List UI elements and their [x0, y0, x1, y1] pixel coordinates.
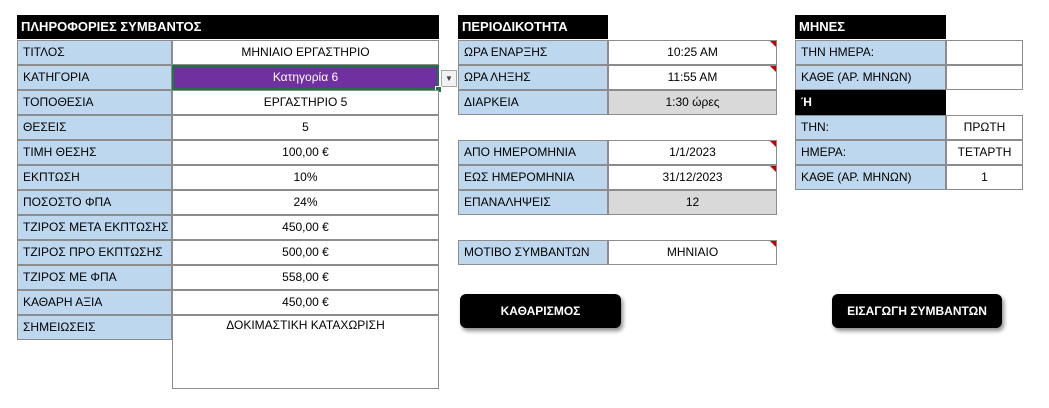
repetitions-cell: 12 [608, 190, 777, 215]
day-of-cell[interactable] [946, 40, 1023, 65]
net-value-label: ΚΑΘΑΡΗ ΑΞΙΑ [17, 290, 172, 315]
start-time-cell[interactable] [608, 40, 777, 65]
event-pattern-value: ΜΗΝΙΑΙΟ [666, 245, 719, 259]
from-date-value: 1/1/2023 [669, 145, 716, 159]
seats-label: ΘΕΣΕΙΣ [17, 115, 172, 140]
notes-cell[interactable]: ΔΟΚΙΜΑΣΤΙΚΗ ΚΑΤΑΧΩΡΙΣΗ [172, 315, 439, 389]
turnover-after-discount-label: ΤΖΙΡΟΣ ΜΕΤΑ ΕΚΠΤΩΣΗΣ [17, 215, 172, 240]
comment-indicator-icon [770, 241, 776, 247]
every-months-cell-2[interactable]: 1 [946, 165, 1023, 190]
category-cell-selected[interactable]: Κατηγορία 6 [172, 65, 439, 90]
every-months-label-2: ΚΑΘΕ (ΑΡ. ΜΗΝΩΝ) [795, 165, 946, 190]
duration-label: ΔΙΑΡΚΕΙΑ [458, 90, 608, 115]
to-date-cell[interactable] [608, 165, 777, 190]
seats-cell[interactable]: 5 [172, 115, 439, 140]
weekday-label: ΗΜΕΡΑ: [795, 140, 946, 165]
to-date-value: 31/12/2023 [662, 170, 723, 184]
vat-rate-cell[interactable]: 24% [172, 190, 439, 215]
comment-indicator-icon [770, 66, 776, 72]
from-date-cell[interactable] [608, 140, 777, 165]
comment-indicator-icon [770, 166, 776, 172]
start-time-label: ΩΡΑ ΕΝΑΡΞΗΣ [458, 40, 608, 65]
event-info-header: ΠΛΗΡΟΦΟΡΙΕΣ ΣΥΜΒΑΝΤΟΣ [17, 15, 439, 39]
end-time-value: 11:55 AM [667, 70, 718, 84]
title-label: ΤΙΤΛΟΣ [17, 40, 172, 65]
repetitions-label: ΕΠΑΝΑΛΗΨΕΙΣ [458, 190, 608, 215]
seat-price-cell[interactable]: 100,00 € [172, 140, 439, 165]
category-label: ΚΑΤΗΓΟΡΙΑ [17, 65, 172, 90]
comment-indicator-icon [770, 41, 776, 47]
every-months-cell-1[interactable] [946, 65, 1023, 90]
turnover-before-discount-cell[interactable]: 500,00 € [172, 240, 439, 265]
or-header: Ή [795, 90, 946, 115]
turnover-with-vat-cell[interactable]: 558,00 € [172, 265, 439, 290]
vat-rate-label: ΠΟΣΟΣΤΟ ΦΠΑ [17, 190, 172, 215]
insert-events-button[interactable]: ΕΙΣΑΓΩΓΗ ΣΥΜΒΑΝΤΩΝ [832, 294, 1002, 328]
title-cell[interactable]: ΜΗΝΙΑΙΟ ΕΡΓΑΣΤΗΡΙΟ [172, 40, 439, 65]
turnover-with-vat-label: ΤΖΙΡΟΣ ΜΕ ΦΠΑ [17, 265, 172, 290]
turnover-after-discount-cell[interactable]: 450,00 € [172, 215, 439, 240]
notes-label: ΣΗΜΕΙΩΣΕΙΣ [17, 315, 172, 340]
turnover-before-discount-label: ΤΖΙΡΟΣ ΠΡΟ ΕΚΠΤΩΣΗΣ [17, 240, 172, 265]
end-time-cell[interactable] [608, 65, 777, 90]
location-label: ΤΟΠΟΘΕΣΙΑ [17, 90, 172, 115]
from-date-label: ΑΠΟ ΗΜΕΡΟΜΗΝΙΑ [458, 140, 608, 165]
event-pattern-label: ΜΟΤΙΒΟ ΣΥΜΒΑΝΤΩΝ [458, 240, 608, 265]
periodicity-header: ΠΕΡΙΟΔΙΚΟΤΗΤΑ [458, 15, 608, 39]
discount-cell[interactable]: 10% [172, 165, 439, 190]
location-cell[interactable]: ΕΡΓΑΣΤΗΡΙΟ 5 [172, 90, 439, 115]
the-ordinal-label: ΤΗΝ: [795, 115, 946, 140]
chevron-down-icon[interactable]: ▼ [441, 70, 457, 87]
weekday-cell[interactable]: ΤΕΤΑΡΤΗ [946, 140, 1023, 165]
every-months-label-1: ΚΑΘΕ (ΑΡ. ΜΗΝΩΝ) [795, 65, 946, 90]
day-of-label: ΤΗΝ ΗΜΕΡΑ: [795, 40, 946, 65]
the-ordinal-cell[interactable]: ΠΡΩΤΗ [946, 115, 1023, 140]
months-header: ΜΗΝΕΣ [795, 15, 946, 39]
event-pattern-cell[interactable] [608, 240, 777, 265]
seat-price-label: ΤΙΜΗ ΘΕΣΗΣ [17, 140, 172, 165]
discount-label: ΕΚΠΤΩΣΗ [17, 165, 172, 190]
start-time-value: 10:25 AM [667, 45, 718, 59]
duration-cell: 1:30 ώρες [608, 90, 777, 115]
clear-button[interactable]: ΚΑΘΑΡΙΣΜΟΣ [460, 294, 621, 328]
net-value-cell[interactable]: 450,00 € [172, 290, 439, 315]
comment-indicator-icon [770, 141, 776, 147]
end-time-label: ΩΡΑ ΛΗΞΗΣ [458, 65, 608, 90]
to-date-label: ΕΩΣ ΗΜΕΡΟΜΗΝΙΑ [458, 165, 608, 190]
